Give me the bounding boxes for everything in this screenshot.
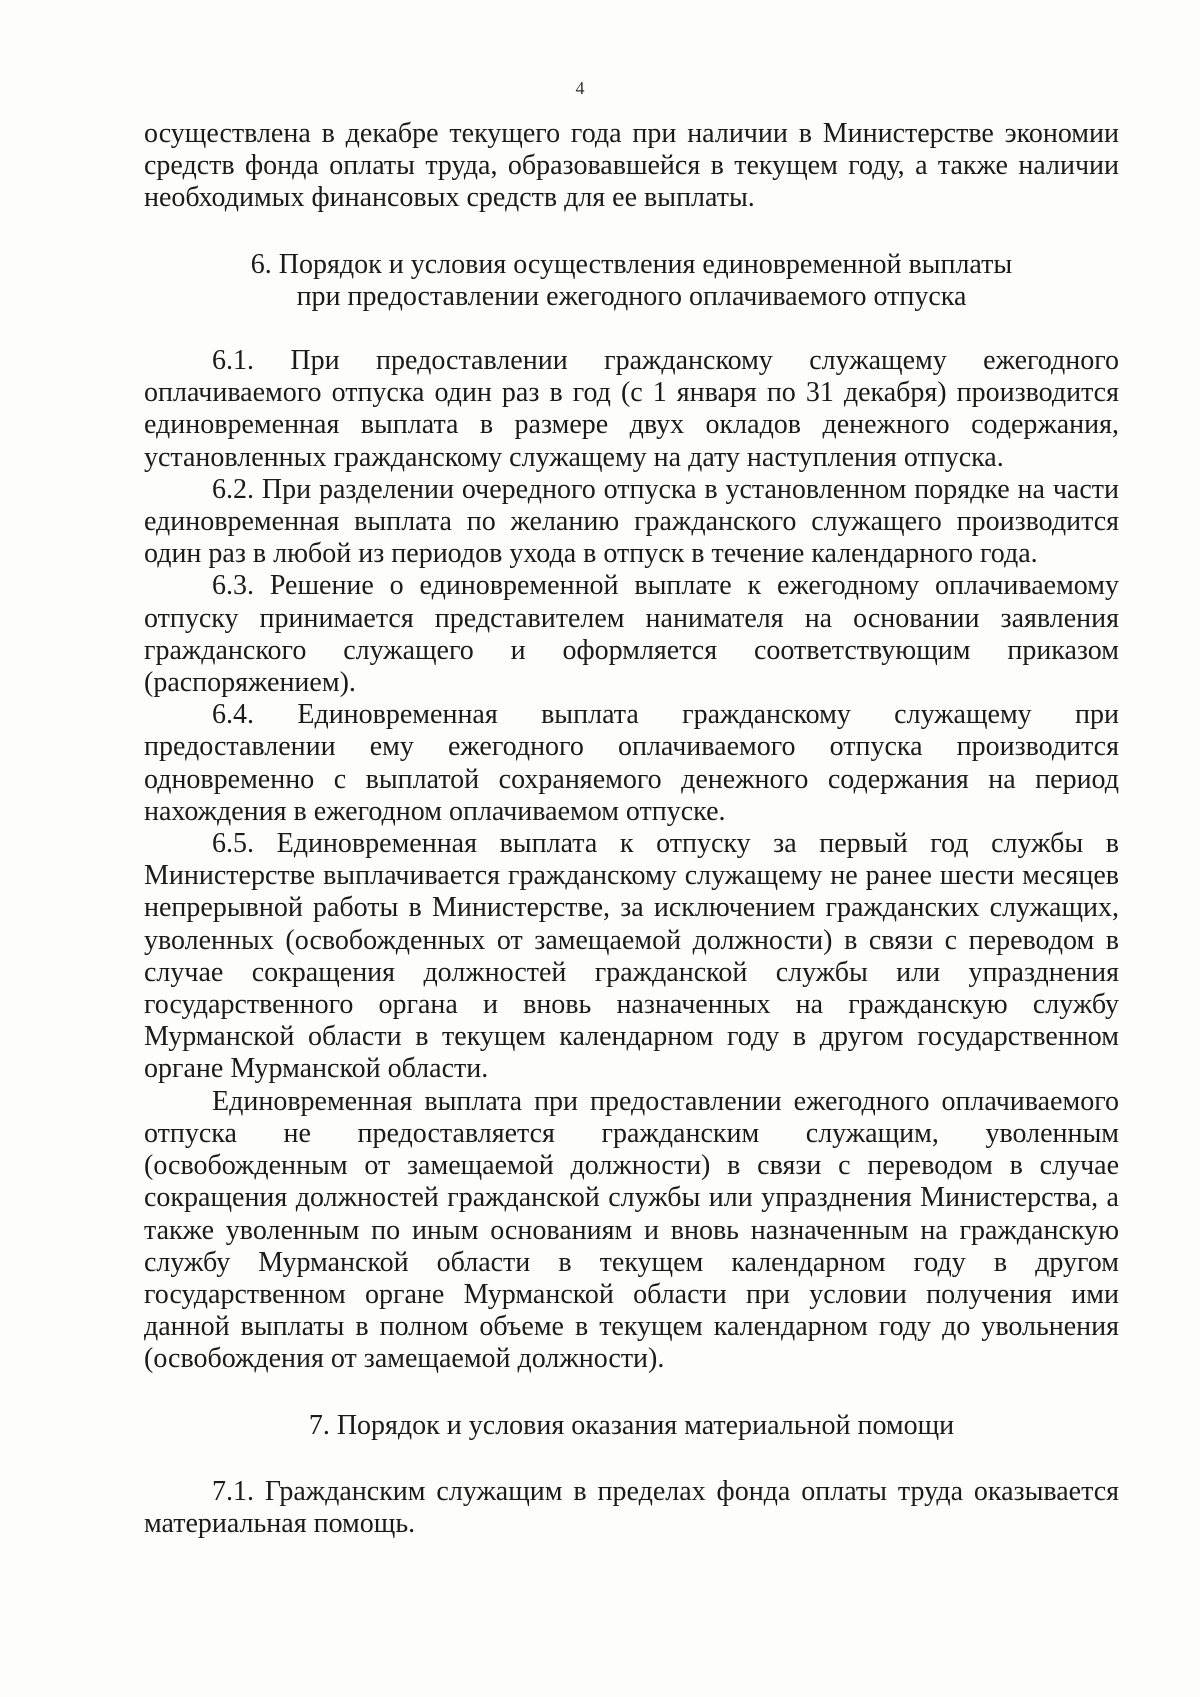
section-6-heading-line-1: 6. Порядок и условия осуществления единовременной выплаты — [250, 248, 1013, 280]
paragraph-6-3: 6.3. Решение о единовременной выплате к ежегодному оплачиваемому отпуску принимается представителем нанимателя на основании заявления гражданского служащего и оформляется соответствующим приказом (распоряжением). — [144, 570, 1119, 699]
paragraph-7-1: 7.1. Гражданским служащим в пределах фонда оплаты труда оказывается материальная помощь. — [144, 1475, 1119, 1539]
document-body — [144, 118, 1119, 1540]
paragraph-6-4: 6.4. Единовременная выплата гражданскому служащему при предоставлении ему ежегодного оплачиваемого отпуска производится одновременно с выплатой сохраняемого денежного содержания на период нахождения в ежегодном оплачиваемом отпуске. — [144, 699, 1119, 827]
section-6-heading — [144, 249, 1119, 313]
paragraph-6-1: 6.1. При предоставлении гражданскому служащему ежегодного оплачиваемого отпуска один раз в год (с 1 января по 31 декабря) производится единовременная выплата в размере двух окладов денежного содержания, установленных гражданскому служащему на дату наступления отпуска. — [144, 345, 1119, 473]
section-7-heading-line: 7. Порядок и условия оказания материальной помощи — [308, 1409, 955, 1441]
intro-paragraph: осуществлена в декабре текущего года при наличии в Министерстве экономии средств фонда оплаты труда, образовавшейся в текущем году, а также наличии необходимых финансовых средств для ее выплаты. — [144, 118, 1119, 214]
paragraph-6-5: 6.5. Единовременная выплата к отпуску за первый год службы в Министерстве выплачивается гражданскому служащему не ранее шести месяцев непрерывной работы в Министерстве, за исключением гражданских служащих, уволенных (освобожденных от замещаемой должности) в связи с переводом в случае сокращения должностей гражданской службы или упразднения государственного органа и вновь назначенных на гражданскую службу Мурманской области в текущем календарном году в другом государственном органе Мурманской области. — [144, 828, 1119, 1085]
section-7-heading — [144, 1410, 1119, 1442]
paragraph-6-2: 6.2. При разделении очередного отпуска в установленном порядке на части единовременная выплата по желанию гражданского служащего производится один раз в любой из периодов ухода в отпуск в течение календарного года. — [144, 473, 1119, 570]
paragraph-6-5-continuation: Единовременная выплата при предоставлении ежегодного оплачиваемого отпуска не предоставляется гражданским служащим, уволенным (освобожденным от замещаемой должности) в связи с переводом в случае сокращения должностей гражданской службы или упразднения Министерства, а также уволенным по иным основаниям и вновь назначенным на гражданскую службу Мурманской области в текущем календарном году в другом государственном органе Мурманской области при условии получения ими данной выплаты в полном объеме в текущем календарном году до увольнения (освобождения от замещаемой должности). — [144, 1085, 1119, 1375]
page-number: 4 — [575, 78, 585, 98]
section-6-heading-line-2: при предоставлении ежегодного оплачиваемого отпуска — [296, 280, 967, 312]
